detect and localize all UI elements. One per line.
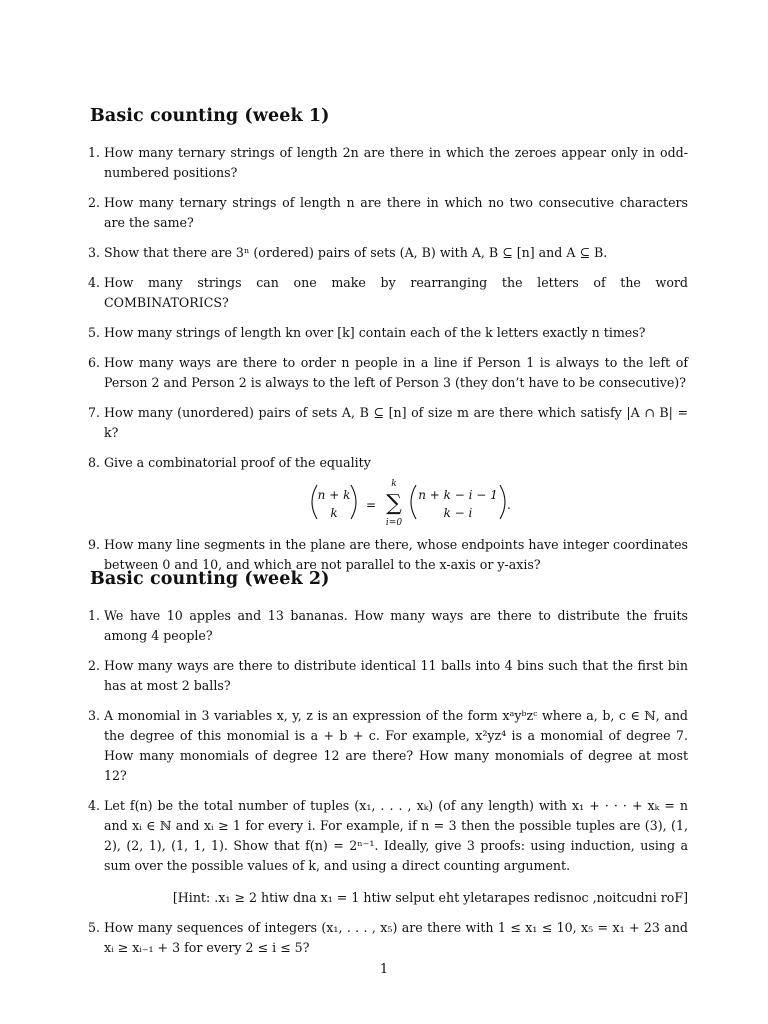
- sum-upper-limit: k: [391, 479, 397, 489]
- problem-text: We have 10 apples and 13 bananas. How many ways are there to distribute the fruits among 4 people?: [104, 608, 688, 643]
- problem-item: [87, 323, 688, 343]
- problem-item: [87, 193, 688, 233]
- problem-text: A monomial in 3 variables x, y, z is an expression of the form xᵃyᵇzᶜ where a, b, c ∈ ℕ, and the degree of this monomial is a + b + c. For example, x²yz⁴ is a monomial of degree 7. How many monomials of degree 12 are there? How many monomials of degree at most 12?: [104, 708, 688, 783]
- problem-number: 6.: [87, 355, 100, 370]
- rhs-binomial-bottom: k − i: [443, 506, 473, 520]
- rhs-binomial-top: n + k − i − 1: [418, 488, 498, 502]
- problem-item: [87, 796, 688, 908]
- problem-number: 9.: [87, 537, 100, 552]
- problem-text: How many sequences of integers (x₁, . . . , x₅) are there with 1 ≤ x₁ ≤ 10, x₅ = x₁ + 23 and xᵢ ≥ xᵢ₋₁ + 3 for every 2 ≤ i ≤ 5?: [104, 920, 688, 955]
- problem-number: 5.: [87, 920, 100, 935]
- section-title-week-1: Basic counting (week 1): [90, 106, 330, 126]
- problem-text: Let f(n) be the total number of tuples (x₁, . . . , xₖ) (of any length) with x₁ + · · · + xₖ = n and xᵢ ∈ ℕ and xᵢ ≥ 1 for every i. For example, if n = 3 then the possible tuples are (3), (1, 2), (2, 1), (1, 1, 1). Show that f(n) = 2ⁿ⁻¹. Ideally, give 3 proofs: using induction, using a sum over the possible values of k, and using a direct counting argument.: [104, 798, 688, 873]
- problem-number: 3.: [87, 245, 100, 260]
- problem-item: [87, 273, 688, 313]
- problem-number: 8.: [87, 455, 100, 470]
- problem-number: 7.: [87, 405, 100, 420]
- problem-text: Give a combinatorial proof of the equality: [104, 455, 371, 470]
- problem-item: [87, 143, 688, 183]
- problem-list-week-1: [87, 143, 688, 575]
- problem-number: 2.: [87, 195, 100, 210]
- binomial-identity-equation: [104, 477, 688, 527]
- problem-text: How many ternary strings of length n are there in which no two consecutive characters are the same?: [104, 195, 688, 230]
- problem-text: How many line segments in the plane are there, whose endpoints have integer coordinates between 0 and 10, and which are not parallel to the x-axis or y-axis?: [104, 537, 688, 572]
- problem-item: [87, 918, 688, 958]
- hint-text: [Hint: .x₁ ≥ 2 htiw dna x₁ = 1 htiw selput eht yletarapes redisnoc ,noitcudni roF]: [172, 890, 688, 905]
- problem-number: 4.: [87, 275, 100, 290]
- problem-text: How many ternary strings of length 2n are there in which the zeroes appear only in odd-numbered positions?: [104, 145, 688, 180]
- problem-item: [87, 403, 688, 443]
- problem-item: [87, 606, 688, 646]
- equation-period: .: [507, 498, 511, 512]
- problem-item: [87, 453, 688, 535]
- sum-sign: ∑: [386, 491, 402, 516]
- lhs-binomial-bottom: k: [330, 506, 338, 520]
- problem-item: [87, 706, 688, 786]
- sum-lower-limit: i=0: [385, 518, 403, 527]
- problem-item: [87, 656, 688, 696]
- problem-list-week-2: [87, 606, 688, 958]
- problem-number: 5.: [87, 325, 100, 340]
- problem-number: 4.: [87, 798, 100, 813]
- problem-text: How many strings can one make by rearranging the letters of the word COMBINATORICS?: [104, 275, 688, 310]
- lhs-binomial-top: n + k: [317, 488, 351, 502]
- page-number: 1: [379, 962, 389, 977]
- problem-item: [87, 243, 688, 263]
- equals-sign: =: [365, 498, 377, 512]
- problem-number: 1.: [87, 608, 100, 623]
- problem-text: Show that there are 3ⁿ (ordered) pairs of sets (A, B) with A, B ⊆ [n] and A ⊆ B.: [104, 245, 608, 260]
- problem-number: 1.: [87, 145, 100, 160]
- problem-text: How many ways are there to distribute identical 11 balls into 4 bins such that the first bin has at most 2 balls?: [104, 658, 688, 693]
- problem-number: 3.: [87, 708, 100, 723]
- problem-text: How many strings of length kn over [k] contain each of the k letters exactly n times?: [104, 325, 646, 340]
- problem-text: How many ways are there to order n people in a line if Person 1 is always to the left of Person 2 and Person 2 is always to the left of Person 3 (they don’t have to be consecutive)?: [104, 355, 688, 390]
- problem-number: 2.: [87, 658, 100, 673]
- section-title-week-2: Basic counting (week 2): [90, 569, 330, 589]
- problem-text: How many (unordered) pairs of sets A, B ⊆ [n] of size m are there which satisfy |A ∩ B| = k?: [104, 405, 688, 440]
- problem-item: [87, 353, 688, 393]
